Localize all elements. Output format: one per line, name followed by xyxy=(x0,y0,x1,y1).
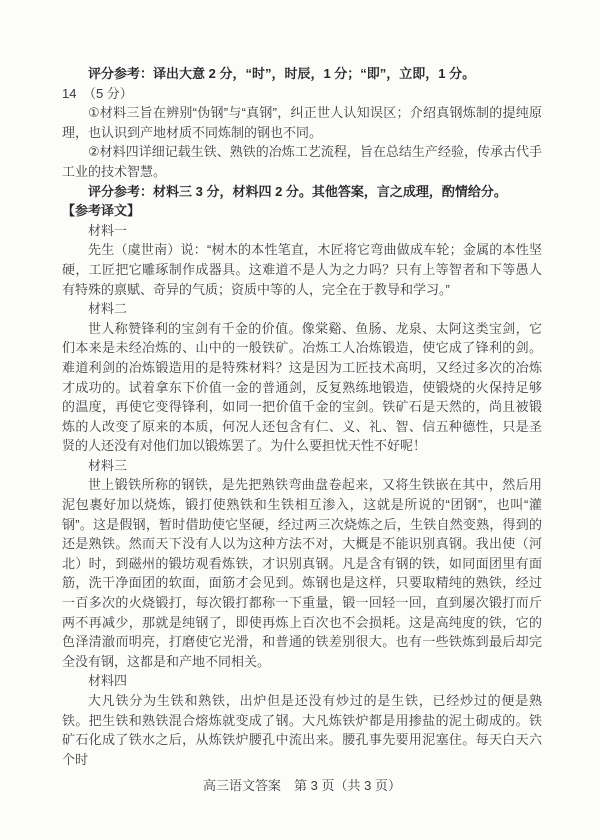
material-3-translation: 世上锻铁所称的钢铁，是先把熟铁弯曲盘卷起来，又将生铁嵌在其中，然后用泥包裹好加以烧炼，锻打使熟铁和生铁相互渗入，这就是所说的“团钢”，也叫“灌钢”。这是假钢，暂时借助使它坚硬，经过两三次烧炼之后，生铁自然变熟，得到的还是熟铁。然而天下没有人以为这种方法不对，大概是不能识别真钢。我出使（河北）时，到磁州的锻坊观看炼铁，才识别真钢。凡是含有钢的铁，如同面团里有面筋，洗干净面团的软面，面筋才会见到。炼钢也是这样，只要取精纯的熟铁，经过一百多次的火烧锻打，每次锻打都称一下重量，锻一回轻一回，直到屡次锻打而斤两不再减少，那就是纯钢了，即使再炼上百次也不会损耗。这是高纯度的铁，它的色泽清澈而明亮，打磨使它光滑，和普通的铁差别很大。也有一些铁炼到最后却完全没有钢，这都是和产地不同相关。 xyxy=(62,477,542,669)
material-1-translation: 先生（虞世南）说：“树木的本性笔直，木匠将它弯曲做成车轮；金属的本性坚硬，工匠把它雕琢制作成器具。这难道不是人为之力吗？只有上等智者和下等愚人有特殊的禀赋、奇异的气质；资质中等的人，完全在于教导和学习。” xyxy=(62,242,542,297)
question-14-heading: 14 （5 分） xyxy=(62,85,133,101)
page-footer: 高三语文答案 第 3 页（共 3 页） xyxy=(203,778,401,794)
material-4-label: 材料四 xyxy=(88,673,128,689)
material-3-label: 材料三 xyxy=(88,457,128,473)
reference-translation-title: 【参考译文】 xyxy=(62,203,141,219)
scoring-note-q14: 评分参考：材料三 3 分，材料四 2 分。其他答案，言之成理，酌情给分。 xyxy=(88,183,507,199)
material-1-label: 材料一 xyxy=(88,222,128,238)
q14-answer-point-2: ②材料四详细记载生铁、熟铁的冶炼工艺流程，旨在总结生产经验，传承古代手工业的技术智慧。 xyxy=(62,144,542,179)
material-2-translation: 世人称赞锋利的宝剑有千金的价值。像棠谿、鱼肠、龙泉、太阿这类宝剑，它们本来是未经冶炼的、山中的一般铁矿。冶炼工人冶炼锻造，使它成了锋利的剑。难道利剑的冶炼锻造用的是特殊材料？这是因为工匠技术高明，又经过多次的冶炼才成功的。试着拿东下价值一金的普通剑，反复熟练地锻造，使锻烧的火保持足够的温度，再使它变得锋利，如同一把价值千金的宝剑。铁矿石是天然的，尚且被锻炼的人改变了原来的本质，何况人还包含有仁、义、礼、智、信五种德性，只是圣贤的人还没有对他们加以锻炼罢了。为什么要担忧天性不好呢！ xyxy=(62,320,542,454)
scoring-note-q13: 评分参考：译出大意 2 分，“时”，时辰，1 分；“即”，立即，1 分。 xyxy=(88,66,476,81)
material-2-label: 材料二 xyxy=(88,301,128,317)
material-4-translation: 大凡铁分为生铁和熟铁，出炉但是还没有炒过的是生铁，已经炒过的便是熟铁。把生铁和熟铁混合熔炼就变成了钢。大凡炼铁炉都是用掺盐的泥土砌成的。铁矿石化成了铁水之后，从炼铁炉腰孔中流出来。腰孔事先要用泥塞住。每天白天六个时 xyxy=(62,693,542,767)
q14-answer-point-1: ①材料三旨在辨别“伪钢”与“真钢”，纠正世人认知误区；介绍真钢炼制的提纯原理，也认识到产地材质不同炼制的钢也不同。 xyxy=(62,105,542,140)
